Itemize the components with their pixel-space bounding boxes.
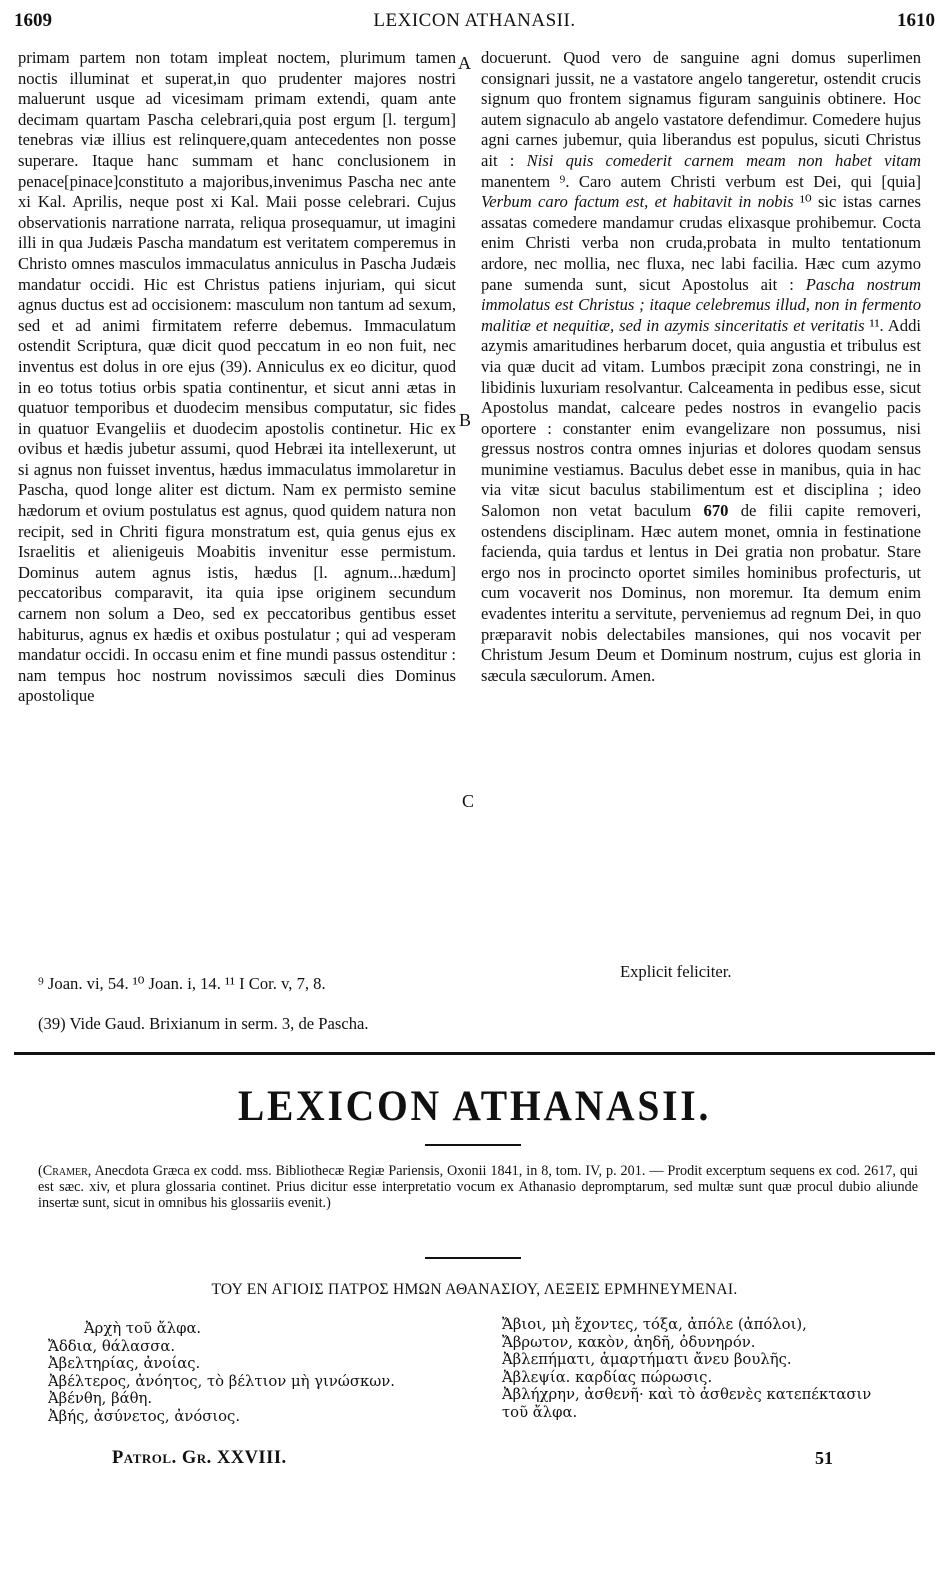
right-text-part2: manentem ⁹. Caro autem Christi verbum est Dei, qui [quia] bbox=[481, 171, 921, 191]
intro-open-paren: ( bbox=[38, 1163, 43, 1179]
right-text-part5: de filii capite removeri, ostendens disciplinam. Hæc autem monet, omnia in festinatione facienda, quia tardus et lentus in Dei gratia non probatur. Stare ergo nos in procincto oportet similes hominibus profecturis, ut cum vocaverit nos Dominus, non moremur. Ita demum enim evadentes interitu a servitute, perveniemus ad regnum Dei, in quo præparavit nobis delectabiles mansiones, qui nos vocavit per Christum Jesum Deum et Dominum nostrum, cujus est gloria in sæcula sæculorum. Amen. bbox=[481, 501, 921, 685]
glossary-entry: Ἄβρωτον, κακὸν, ἀηδῆ, ὀδυνηρόν. bbox=[502, 1333, 756, 1351]
glossary-left-column bbox=[48, 1320, 458, 1426]
intro-paragraph bbox=[38, 1163, 918, 1211]
glossary-entry: Ἀβλεψία. καρδίας πώρωσις. bbox=[502, 1368, 713, 1386]
glossary-entry: τοῦ ἄλφα. bbox=[502, 1403, 578, 1421]
section-title: LEXICON ATHANASII. bbox=[237, 1083, 712, 1130]
left-column bbox=[18, 48, 456, 707]
intro-text: , Anecdota Græca ex codd. mss. Bibliothecæ Regiæ Pariensis, Oxonii 1841, in 8, tom. IV, p. 201. — Prodit excerptum sequens ex cod. 2617, qui est sæc. xiv, et plura glossaria continet. Prius dicitur esse interpretatio vocum ex Athanasio depromptarum, sed multæ sunt quæ procul dubio aliunde insertæ sunt, sicut in omnibus his glossariis evenit.) bbox=[38, 1163, 918, 1211]
quote-john-1: Verbum caro factum est, et habitavit in nobis bbox=[481, 192, 794, 212]
column-number: 670 bbox=[703, 501, 729, 521]
section-divider bbox=[14, 1052, 935, 1055]
margin-letter-b: B bbox=[459, 410, 472, 430]
greek-heading: ΤΟΥ ΕΝ ΑΓΙΟΙΣ ΠΑΤΡΟΣ ΗΜΩΝ ΑΘΑΝΑΣΙΟΥ, ΛΕΞΕΙΣ ΕΡΜΗΝΕΥΜΕΝΑΙ. bbox=[211, 1281, 738, 1298]
margin-letter-c: C bbox=[462, 791, 475, 811]
right-column bbox=[481, 48, 921, 686]
footnote-references: ⁹ Joan. vi, 54. ¹⁰ Joan. i, 14. ¹¹ I Cor. v, 7, 8. bbox=[38, 974, 326, 993]
title-underline bbox=[425, 1144, 521, 1146]
glossary-right-column bbox=[502, 1316, 932, 1422]
running-header bbox=[14, 10, 935, 40]
glossary-entry: Ἄδδια, θάλασσα. bbox=[48, 1337, 176, 1355]
glossary-entry: Ἀβής, ἀσύνετος, ἀνόσιος. bbox=[48, 1407, 241, 1425]
glossary-entry: Ἀβέλτερος, ἀνόητος, τὸ βέλτιον μὴ γινώσκων. bbox=[48, 1372, 395, 1390]
quote-1-cor-5: Pascha nostrum immolatus est Christus ; itaque celebremus illud, non in fermento malitiæ et nequitiæ, sed in azymis sinceritatis et veritatis bbox=[481, 274, 921, 335]
glossary-entry: Ἀρχὴ τοῦ ἄλφα. bbox=[84, 1320, 202, 1337]
right-column-text bbox=[481, 48, 921, 686]
glossary-entry: Ἀβελτηρίας, ἀνοίας. bbox=[48, 1355, 201, 1373]
right-text-part3: ¹⁰ sic istas carnes assatas comedere mandamur crudas elixasque prohibemur. Cocta enim Christi verba non cruda,probata in multo tentationum ardore, nec mollia, nec fluxa, nec labi facilia. Hæc cum azymo pane sumenda sunt, sicut Apostolus ait : bbox=[481, 192, 921, 294]
footer-series: Patrol. Gr. XXVIII. bbox=[112, 1448, 287, 1468]
right-text-part1: docuerunt. Quod vero de sanguine agni domus superlimen consignari jussit, ne a vastatore angelo tangeretur, ostendit crucis signum quo frontem signamus figuram sanguinis obtinere. Hoc autem signaculo ab angelo vastatore defendimur. Comedere hujus agni carnes jubemur, quia liberandus est populus, sicuti Christus ait : bbox=[481, 48, 921, 170]
margin-letter-a: A bbox=[458, 53, 471, 73]
right-text-part4: ¹¹. Addi azymis amaritudines herbarum docet, quia angustia et tribulus est via quæ ducit ad vitam. Lumbos præcipit zona constringi, ne in libidinis luxuriam resolvantur. Calceamenta in pedibus esse, sicut Apostolus mandat, calceare pedes nostros in evangelio pacis oportere : constanter enim evangelizare non possumus, nisi gressus nostros contra omnes injurias et dolores quodam sensus munimine vestiamus. Baculus debet esse in manibus, quia in hac via vitæ sicut baculus stabilimentum est et disciplina ; ideo Salomon non vetat baculum bbox=[481, 315, 921, 521]
glossary-entry: Ἄβιοι, μὴ ἔχοντες, τόξα, ἀπόλε (ἀπόλοι), bbox=[502, 1316, 807, 1333]
explicit-line: Explicit feliciter. bbox=[620, 962, 732, 981]
glossary-entry: Ἀβένθη, βάθη. bbox=[48, 1390, 153, 1408]
footer-signature: 51 bbox=[815, 1448, 833, 1468]
page-number-left: 1609 bbox=[14, 10, 52, 31]
intro-divider bbox=[425, 1257, 521, 1259]
glossary-entry: Ἀβλήχρην, ἀσθενῆ· καὶ τὸ ἀσθενὲς κατεπέκτασιν bbox=[502, 1386, 872, 1404]
glossary-entry: Ἀβλεπήματι, ἁμαρτήματι ἄνευ βουλῆς. bbox=[502, 1351, 792, 1369]
left-column-text: primam partem non totam impleat noctem, plurimum tamen noctis illuminat et superat,in quo prudenter majores nostri maluerunt usque ad vicesimam primam extendi, quam ante decimam quartam Pascha celebrari,quia post ergum [l. tergum] tenebras viæ illius est relinquere,quam antecedentes non posse superare. Itaque hanc summam et hanc conclusionem in penace[pinace]constituto a majoribus,invenimus Pascha nec ante xi Kal. Aprilis, neque post xi Kal. Maii posse celebrari. Cujus observationis narratione narrata, reliqua prosequamur, ut imagini illi in qua Judæis Pascha mandatum est veritatem comperemus in Christo omnes masculos immaculatus anniculus in Pascha Judæis mandatur occidi. Hic est Christus patiens injuriam, qui sicut agnus ductus est ad occisionem: masculum non tantum ad sexum, sed et ad animi firmitatem referre debemus. Immaculatum ostendit Scriptura, quæ dicit quod peccatum in eo non fuit, nec inventus est dolus in ore ejus (39). Anniculus ex eo dicitur, quod in eo totus totius orbis spatia continentur, et sicut anni ætas in quatuor temporibus et duodecim mensibus computatur, sic fides in quatuor Evangeliis et duodecim apostolis continetur. Hic ex ovibus et hædis jubetur assumi, quod Hebræi ita intellexerunt, ut si agnus non fuisset inventus, hædus immaculatus immolaretur in Pascha, quod longe aliter est dictum. Nam ex permisto semine hædorum et ovium postulatus est agnus, quod quidem natura non recipit, sed in Chriti figura monstratum est, quia genus ejus ex Israelitis et alienigeuis Moabitis invenitur esse permistum. Dominus autem agnus istis, hædus [l. agnum...hædum] peccatoribus comparavit, ita quia ipse originem secundum carnem non solum a Deo, sed ex peccatoribus gentibus esset habiturus, agnus ex hædis et oxibus postulatur ; qui ad vesperam mandatur occidi. In occasu enim et fine mundi passus ostenditur : nam tempus hoc nostrum novissimos sæculi dies Dominus apostolique bbox=[18, 48, 456, 706]
quote-john-6: Nisi quis comederit carnem meam non habet vitam bbox=[526, 150, 921, 170]
footnote-39: (39) Vide Gaud. Brixianum in serm. 3, de Pascha. bbox=[38, 1014, 369, 1033]
running-title: LEXICON ATHANASII. bbox=[373, 10, 576, 31]
page-number-right: 1610 bbox=[897, 10, 935, 31]
intro-author: Cramer bbox=[42, 1163, 88, 1179]
